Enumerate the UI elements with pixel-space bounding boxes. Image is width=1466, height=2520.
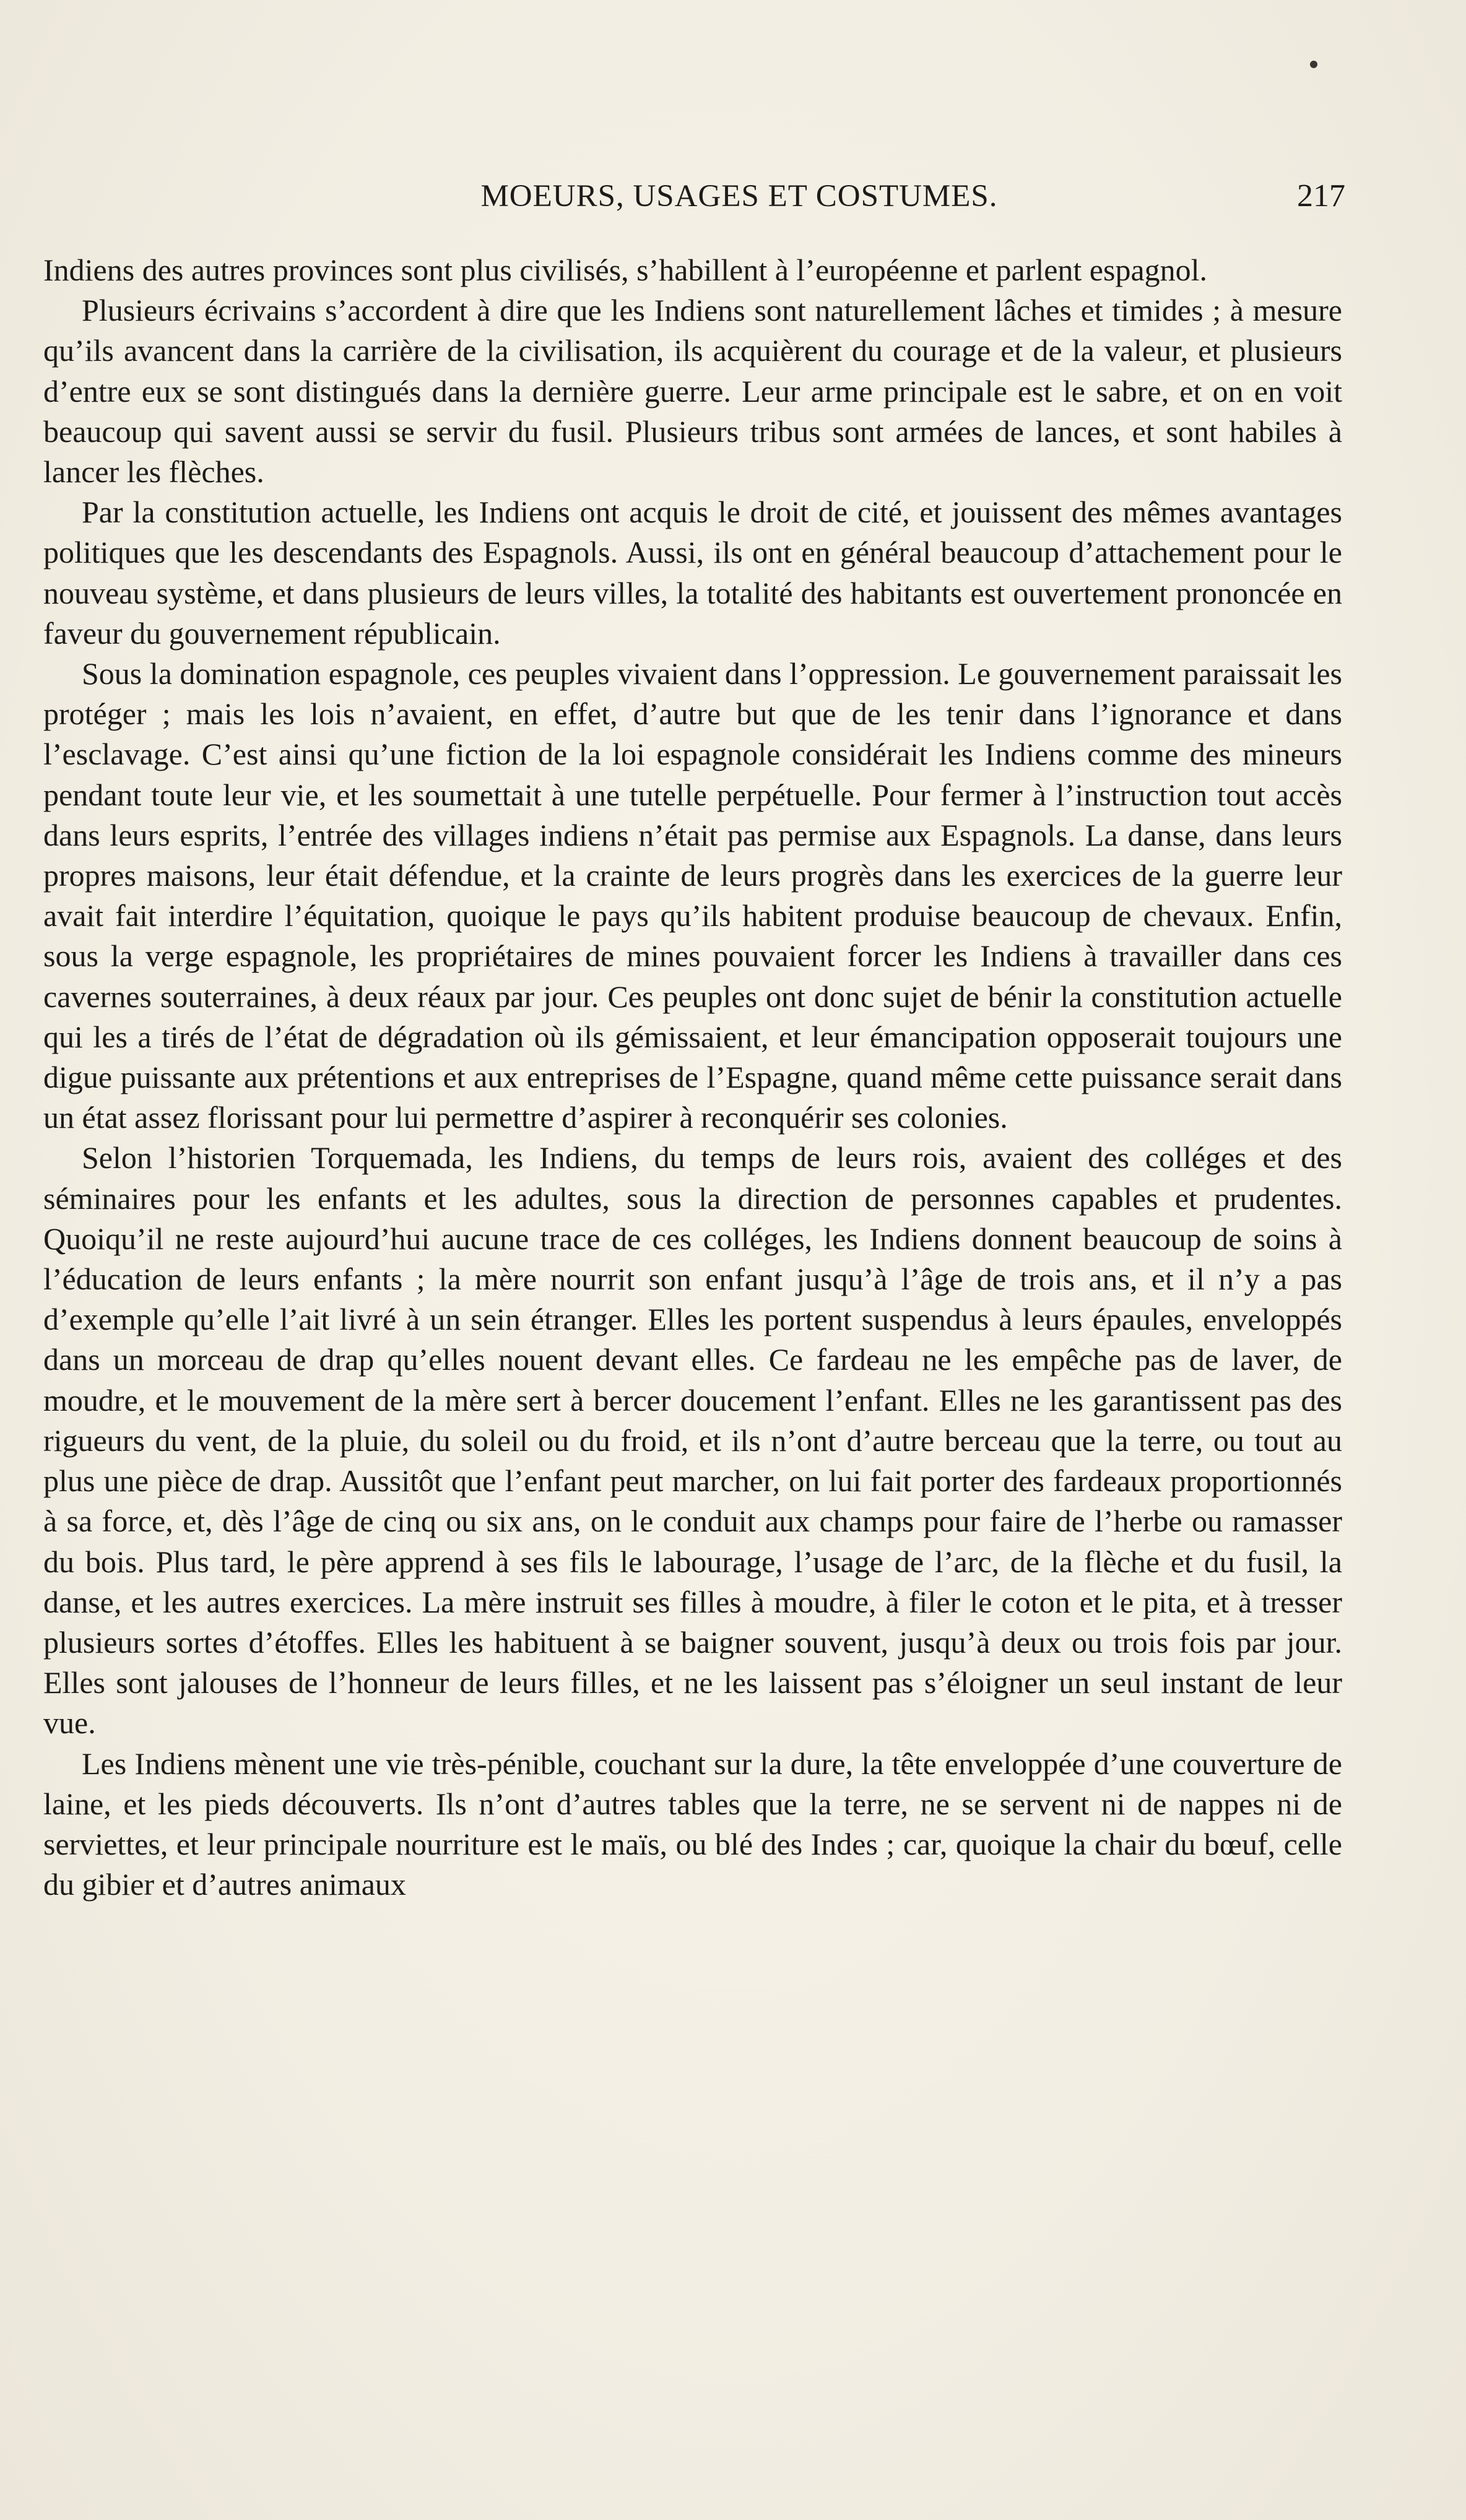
paragraph: Par la constitution actuelle, les Indiens ont acquis le droit de cité, et jouissent des mêmes avantages politiques que les descendants des Espagnols. Aussi, ils ont en général beaucoup d’attachement pour le nouveau système, et dans plusieurs de leurs villes, la totalité des habitants est ouvertement prononcée en faveur du gouvernement républicain. xyxy=(43,495,1342,651)
body-text xyxy=(43,250,1342,1905)
ink-spot xyxy=(1310,61,1317,68)
running-head: MOEURS, USAGES ET COSTUMES. xyxy=(480,179,998,214)
paragraph: Plusieurs écrivains s’accordent à dire que les Indiens sont naturellement lâches et timides ; à mesure qu’ils avancent dans la carrière de la civilisation, ils acquièrent du courage et de la valeur, et plusieurs d’entre eux se sont distingués dans la dernière guerre. Leur arme principale est le sabre, et on en voit beaucoup qui savent aussi se servir du fusil. Plusieurs tribus sont armées de lances, et sont habiles à lancer les flèches. xyxy=(43,293,1342,490)
page-header xyxy=(133,175,1345,218)
paragraph: Indiens des autres provinces sont plus civilisés, s’habillent à l’européenne et parlent espagnol. xyxy=(43,253,1208,287)
paragraph: Selon l’historien Torquemada, les Indiens, du temps de leurs rois, avaient des colléges et des séminaires pour les enfants et les adultes, sous la direction de personnes capables et prudentes. Quoiqu’il ne reste aujourd’hui aucune trace de ces colléges, les Indiens donnent beaucoup de soins à l’éducation de leurs enfants ; la mère nourrit son enfant jusqu’à l’âge de trois ans, et il n’y a pas d’exemple qu’elle l’ait livré à un sein étranger. Elles les portent suspendus à leurs épaules, enveloppés dans un morceau de drap qu’elles nouent devant elles. Ce fardeau ne les empêche pas de laver, de moudre, et le mouvement de la mère sert à bercer doucement l’enfant. Elles ne les garantissent pas des rigueurs du vent, de la pluie, du soleil ou du froid, et ils n’ont d’autre berceau que la terre, ou tout au plus une pièce de drap. Aussitôt que l’enfant peut marcher, on lui fait porter des fardeaux proportionnés à sa force, et, dès l’âge de cinq ou six ans, on le conduit aux champs pour faire de l’herbe ou ramasser du bois. Plus tard, le père apprend à ses fils le labourage, l’usage de l’arc, de la flèche et du fusil, la danse, et les autres exercices. La mère instruit ses filles à moudre, à filer le coton et le pita, et à tresser plusieurs sortes d’étoffes. Elles les habituent à se baigner souvent, jusqu’à deux ou trois fois par jour. Elles sont jalouses de l’honneur de leurs filles, et ne les laissent pas s’éloigner un seul instant de leur vue. xyxy=(43,1140,1342,1741)
paragraph: Les Indiens mènent une vie très-pénible, couchant sur la dure, la tête enveloppée d’une couverture de laine, et les pieds découverts. Ils n’ont d’autres tables que la terre, ne se servent ni de nappes ni de serviettes, et leur principale nourriture est le maïs, ou blé des Indes ; car, quoique la chair du bœuf, celle du gibier et d’autres animaux xyxy=(43,1746,1342,1902)
page-number: 217 xyxy=(1297,178,1345,214)
paragraph: Sous la domination espagnole, ces peuples vivaient dans l’oppression. Le gouvernement paraissait les protéger ; mais les lois n’avaient, en effet, d’autre but que de les tenir dans l’ignorance et dans l’esclavage. C’est ainsi qu’une fiction de la loi espagnole considérait les Indiens comme des mineurs pendant toute leur vie, et les soumettait à une tutelle perpétuelle. Pour fermer à l’instruction tout accès dans leurs esprits, l’entrée des villages indiens n’était pas permise aux Espagnols. La danse, dans leurs propres maisons, leur était défendue, et la crainte de leurs progrès dans les exercices de la guerre leur avait fait interdire l’équitation, quoique le pays qu’ils habitent produise beaucoup de chevaux. Enfin, sous la verge espagnole, les propriétaires de mines pouvaient forcer les Indiens à travailler dans ces cavernes souterraines, à deux réaux par jour. Ces peuples ont donc sujet de bénir la constitution actuelle qui les a tirés de l’état de dégradation où ils gémissaient, et leur émancipation opposerait toujours une digue puissante aux prétentions et aux entreprises de l’Espagne, quand même cette puissance serait dans un état assez florissant pour lui permettre d’aspirer à reconquérir ses colonies. xyxy=(43,656,1342,1135)
